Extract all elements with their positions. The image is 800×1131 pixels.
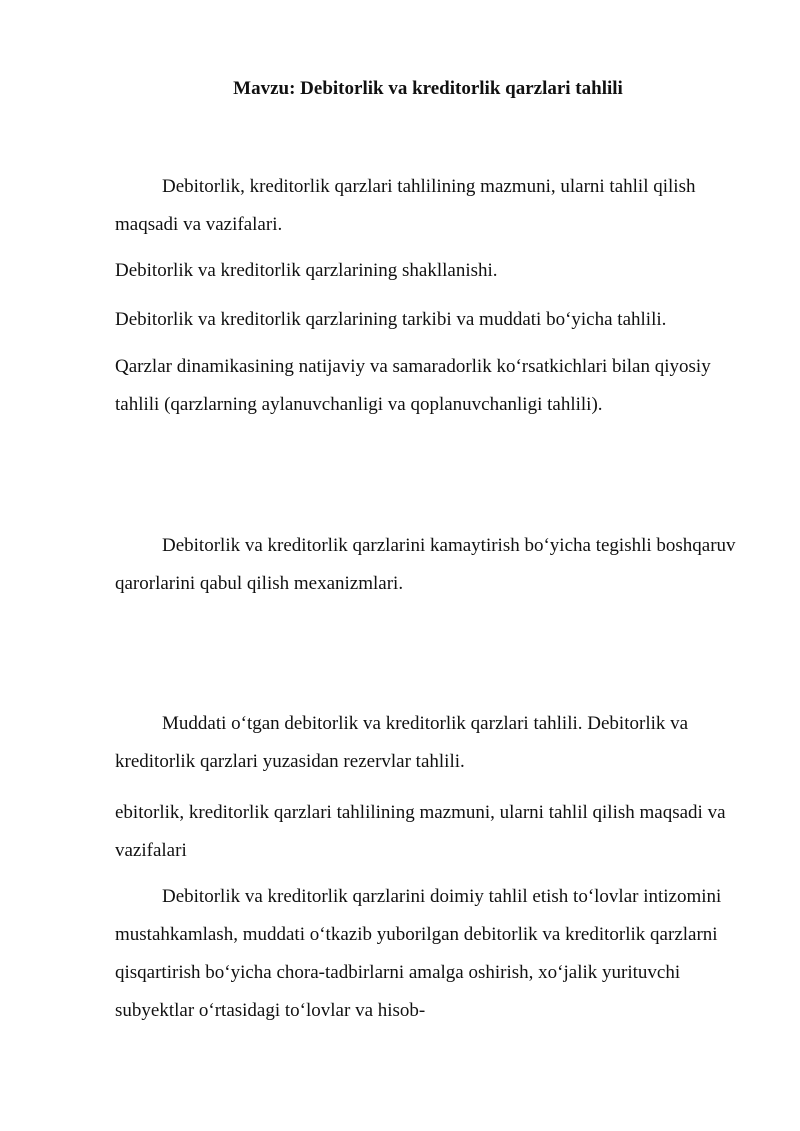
paragraph-content-overview: Debitorlik, kreditorlik qarzlari tahlilining mazmuni, ularni tahlil qilish maqsadi va vazifalari. [115, 176, 696, 235]
paragraph-overdue-reserves: Muddati o‘tgan debitorlik va kreditorlik qarzlari tahlili. Debitorlik va kreditorlik qarzlari yuzasidan rezervlar tahlili. [115, 713, 689, 772]
paragraph-management-decisions: Debitorlik va kreditorlik qarzlarini kamaytirish bo‘yicha tegishli boshqaruv qarorlarini qabul qilish mexanizmlari. [115, 535, 736, 594]
paragraph-composition-term: Debitorlik va kreditorlik qarzlarining tarkibi va muddati bo‘yicha tahlili. [115, 309, 667, 330]
paragraph-dynamics-comparison: Qarzlar dinamikasining natijaviy va samaradorlik ko‘rsatkichlari bilan qiyosiy tahlili (qarzlarning aylanuvchanligi va qoplanuvchanligi tahlili). [115, 356, 711, 415]
paragraph-body-text: Debitorlik va kreditorlik qarzlarini doimiy tahlil etish to‘lovlar intizomini mustahkamlash, muddati o‘tkazib yuborilgan debitorlik va kreditorlik qarzlarni qisqartirish bo‘yicha chora-tadbirlarni amalga oshirish, xo‘jalik yurituvchi subyektlar o‘rtasidagi to‘lovlar va hisob- [115, 886, 722, 1021]
paragraph-formation: Debitorlik va kreditorlik qarzlarining shakllanishi. [115, 260, 498, 281]
document-title: Mavzu: Debitorlik va kreditorlik qarzlari tahlili [233, 78, 623, 99]
paragraph-section-heading: ebitorlik, kreditorlik qarzlari tahlilining mazmuni, ularni tahlil qilish maqsadi va vazifalari [115, 802, 726, 861]
